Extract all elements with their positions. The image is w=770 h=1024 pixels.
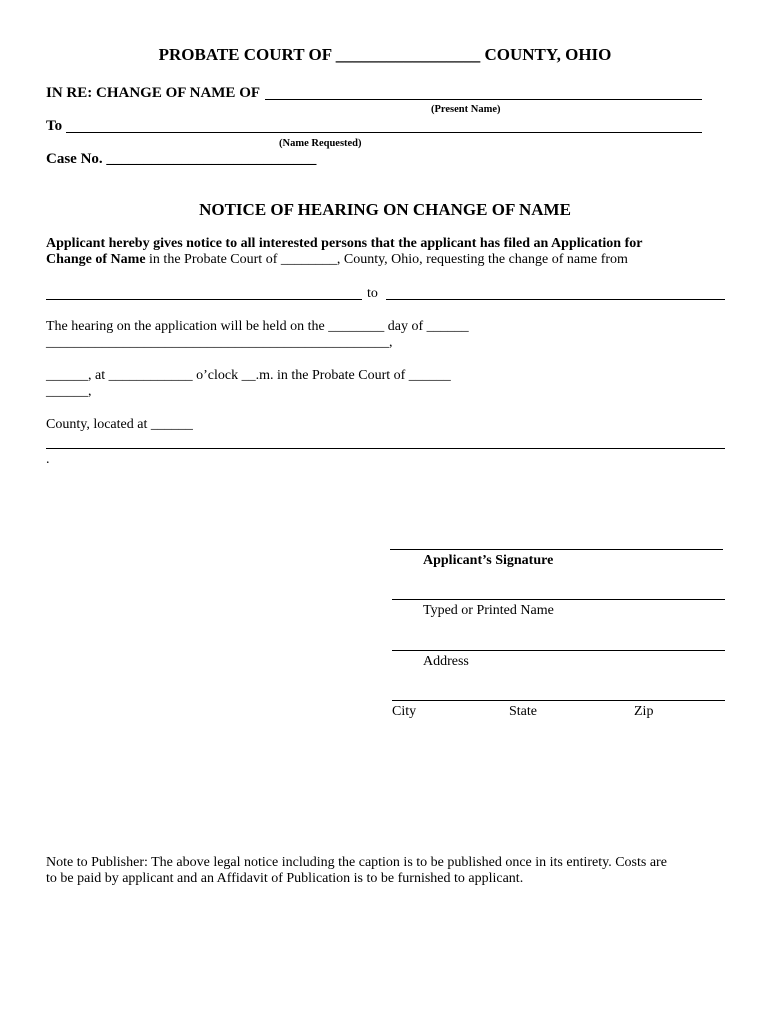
name-requested-field[interactable]: [66, 132, 702, 133]
intro-rest: in the Probate Court of ________, County, Ohio, requesting the change of name from: [145, 252, 628, 267]
court-county-blank[interactable]: _________________: [335, 45, 481, 64]
case-number-field[interactable]: ____________________________: [106, 151, 317, 167]
from-to-connector: to: [367, 286, 378, 301]
court-header: [0, 45, 770, 65]
intro-bold-change-of-name: Change of Name: [46, 252, 146, 267]
typed-name-label: Typed or Printed Name: [423, 603, 554, 618]
city-label: City: [392, 704, 417, 719]
from-name-field[interactable]: [46, 299, 362, 300]
time-line: ______, at ____________ o’clock __.m. in the Probate Court of ______: [46, 368, 451, 383]
publisher-note-line-1: Note to Publisher: The above legal notice including the caption is to be published once in its entirety. Costs are: [46, 855, 667, 870]
applicant-signature-label: Applicant’s Signature: [423, 553, 554, 568]
county-location-line: County, located at ______: [46, 417, 193, 432]
location-period: .: [46, 452, 50, 467]
signature-line[interactable]: [390, 549, 723, 550]
court-prefix: PROBATE COURT OF: [158, 45, 332, 64]
to-label: To: [46, 118, 63, 134]
hearing-line-2: _________________________________________________,: [46, 335, 393, 350]
location-field[interactable]: [46, 448, 725, 449]
state-label: State: [509, 704, 537, 719]
address-line[interactable]: [392, 650, 725, 651]
case-number-label: Case No.: [46, 151, 103, 167]
address-label: Address: [423, 654, 469, 669]
hearing-line: The hearing on the application will be held on the ________ day of ______: [46, 319, 469, 334]
time-line-2: ______,: [46, 384, 92, 399]
city-state-zip-line[interactable]: [392, 700, 725, 701]
typed-name-line[interactable]: [392, 599, 725, 600]
to-name-field[interactable]: [386, 299, 725, 300]
name-requested-caption: (Name Requested): [279, 138, 362, 149]
zip-label: Zip: [634, 704, 654, 719]
present-name-field[interactable]: [265, 99, 702, 100]
case-number-row: [46, 151, 316, 168]
court-suffix: COUNTY, OHIO: [484, 45, 612, 64]
present-name-caption: (Present Name): [431, 104, 501, 115]
publisher-note-line-2: to be paid by applicant and an Affidavit of Publication is to be furnished to applicant.: [46, 871, 524, 886]
intro-line-2: [46, 252, 628, 268]
document-title: NOTICE OF HEARING ON CHANGE OF NAME: [199, 200, 571, 219]
intro-line-1: Applicant hereby gives notice to all interested persons that the applicant has filed an Application for: [46, 236, 643, 251]
in-re-label: IN RE: CHANGE OF NAME OF: [46, 85, 261, 101]
